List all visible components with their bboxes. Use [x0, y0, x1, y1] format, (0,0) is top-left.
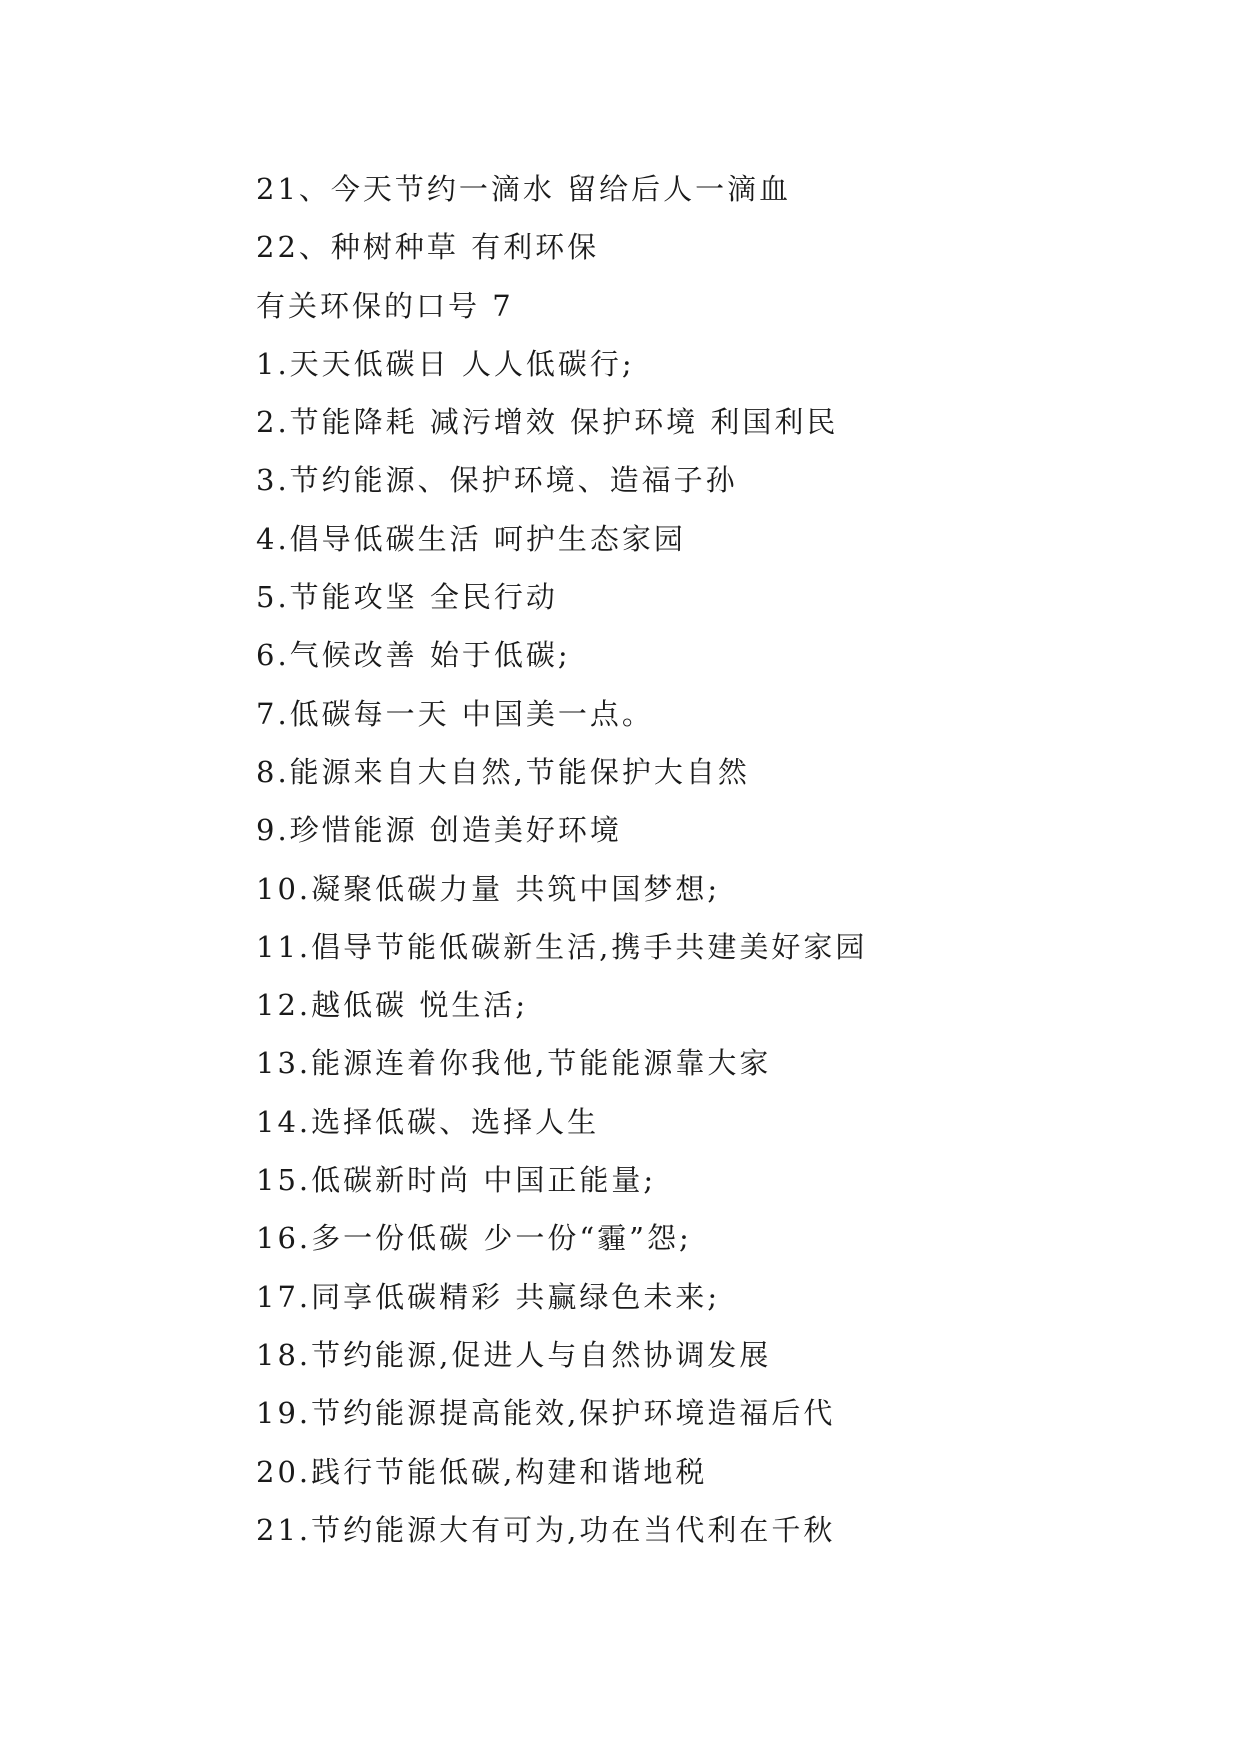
slogan-item-1: 1.天天低碳日 人人低碳行; [256, 346, 635, 381]
text-line-22-trees: 22、种树种草 有利环保 [256, 230, 600, 265]
slogan-item-19: 19.节约能源提高能效,保护环境造福后代 [256, 1396, 836, 1431]
slogan-item-4: 4.倡导低碳生活 呵护生态家园 [256, 521, 686, 556]
slogan-item-11: 11.倡导节能低碳新生活,携手共建美好家园 [256, 929, 868, 964]
document-body [256, 160, 1156, 1559]
slogan-item-21: 21.节约能源大有可为,功在当代利在千秋 [256, 1512, 836, 1547]
slogan-item-12: 12.越低碳 悦生活; [256, 988, 529, 1023]
text-line-21-water: 21、今天节约一滴水 留给后人一滴血 [256, 172, 792, 206]
slogan-item-7: 7.低碳每一天 中国美一点。 [256, 696, 654, 731]
slogan-item-9: 9.珍惜能源 创造美好环境 [256, 813, 622, 848]
slogan-item-5: 5.节能攻坚 全民行动 [256, 580, 558, 615]
slogan-item-8: 8.能源来自大自然,节能保护大自然 [256, 754, 750, 789]
slogan-item-10: 10.凝聚低碳力量 共筑中国梦想; [256, 871, 721, 906]
slogan-item-3: 3.节约能源、保护环境、造福子孙 [256, 463, 738, 498]
slogan-item-17: 17.同享低碳精彩 共赢绿色未来; [256, 1279, 721, 1314]
slogan-item-6: 6.气候改善 始于低碳; [256, 638, 571, 673]
slogan-item-14: 14.选择低碳、选择人生 [256, 1104, 600, 1139]
slogan-item-13: 13.能源连着你我他,节能能源靠大家 [256, 1046, 772, 1081]
slogan-item-2: 2.节能降耗 减污增效 保护环境 利国利民 [256, 405, 839, 440]
slogan-item-18: 18.节约能源,促进人与自然协调发展 [256, 1337, 772, 1372]
section-heading: 有关环保的口号 7 [256, 288, 514, 323]
slogan-item-16: 16.多一份低碳 少一份“霾”怨; [256, 1221, 692, 1256]
slogan-item-20: 20.践行节能低碳,构建和谐地税 [256, 1454, 708, 1489]
slogan-item-15: 15.低碳新时尚 中国正能量; [256, 1163, 657, 1198]
